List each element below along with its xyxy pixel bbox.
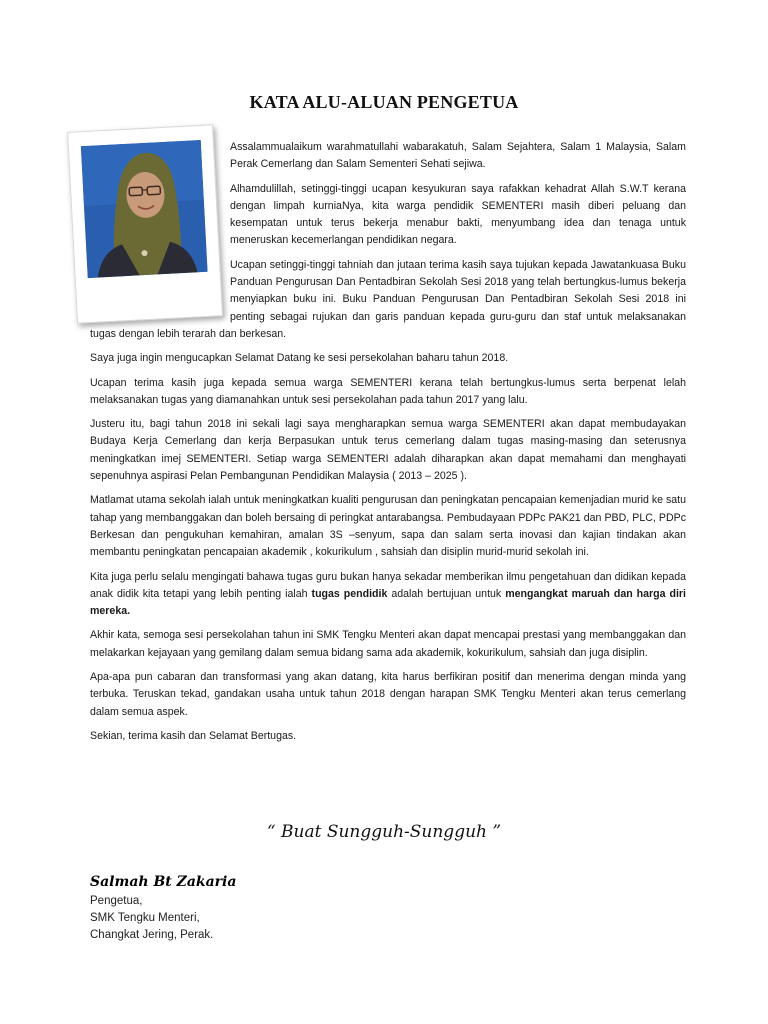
paragraph-farewell: Sekian, terima kasih dan Selamat Bertugas.	[90, 729, 297, 742]
paragraph-teachers-duty-mid: adalah bertujuan untuk	[387, 587, 506, 600]
photo-wrap-spacer	[90, 257, 230, 309]
signature-block	[90, 874, 236, 944]
paragraph-gratitude: Alhamdulillah, setinggi-tinggi ucapan kesyukuran saya rafakkan kehadrat Allah S.W.T kerana dengan limpah kurniaNya, kita warga pendidik SEMENTERI masih diberi peluang dan kesempatan untuk terus bekerja menabur bakti, menyumbang idea dan tenaga untuk meneruskan kecemerlangan pendidikan negara.	[230, 182, 686, 247]
paragraph-challenges: Apa-apa pun cabaran dan transformasi yang akan datang, kita harus berfikiran positif dan menerima dengan minda yang terbuka. Teruskan tekad, gandakan usaha untuk tahun 2018 dengan harapan SMK Tengku Menteri akan terus cemerlang dalam semua aspek.	[90, 671, 686, 718]
letter-body	[90, 139, 686, 752]
signatory-position: Pengetua,	[90, 895, 143, 907]
paragraph-greeting: Assalammualaikum warahmatullahi wabarakatuh, Salam Sejahtera, Salam 1 Malaysia, Salam Perak Cemerlang dan Salam Sementeri Sehati sejiwa.	[230, 141, 686, 171]
paragraph-appreciation	[90, 257, 686, 343]
bold-phrase-1: tugas pendidik	[311, 587, 388, 600]
paragraph-closing: Akhir kata, semoga sesi persekolahan tahun ini SMK Tengku Menteri akan dapat mencapai prestasi yang membanggakan dan melakarkan kejayaan yang gemilang dalam semua bidang sama ada akademik, kokurikulum, sahsiah dan juga disiplin.	[90, 629, 686, 659]
signatory-school: SMK Tengku Menteri,	[90, 912, 200, 924]
paragraph-culture: Justeru itu, bagi tahun 2018 ini sekali lagi saya mengharapkan semua warga SEMENTERI akan dapat membudayakan Budaya Kerja Cemerlang dan kerja Berpasukan untuk terus cemerlang dalam tugas masing-masing dan seterusnya meningkatkan imej SEMENTERI. Setiap warga SEMENTERI adalah diharapkan akan dapat memahami dan menghayati sepenuhnya aspirasi Pelan Pembangunan Pendidikan Malaysia ( 2013 – 2025 ).	[90, 418, 686, 483]
signatory-name: Salmah Bt Zakaria	[90, 874, 237, 890]
paragraph-appreciation-part1: Ucapan setinggi-tinggi tahniah dan jutaan terima kasih saya tujukan kepada Jawatankuasa Buku Panduan Pengurusan Dan Pentadbiran Sekolah Sesi 2018 yang telah bertungkus-lumus bekerja menyiapkan buku ini.	[230, 258, 686, 306]
school-motto: “ Buat Sungguh-Sungguh ”	[266, 822, 502, 842]
bold-phrase-2: mengangkat maruah dan harga diri mereka.	[90, 587, 686, 618]
paragraph-appreciation-part2: Buku Panduan Pengurusan Dan Pentadbiran Sekolah Sesi 2018 ini penting sebagai rujukan dan garis panduan kepada guru-guru dan staf untuk melaksanakan tugas dengan lebih terarah dan berkesan.	[90, 293, 686, 340]
signatory-location: Changkat Jering, Perak.	[90, 929, 214, 941]
paragraph-welcome: Saya juga ingin mengucapkan Selamat Datang ke sesi persekolahan baharu tahun 2018.	[90, 352, 509, 365]
paragraph-thanks: Ucapan terima kasih juga kepada semua warga SEMENTERI kerana telah bertungkus-lumus serta berpenat lelah melaksanakan tugas yang diamanahkan untuk sesi persekolahan pada tahun 2017 yang lalu.	[90, 376, 686, 406]
page-title: KATA ALU-ALUAN PENGETUA	[249, 92, 519, 112]
paragraph-goals: Matlamat utama sekolah ialah untuk meningkatkan kualiti pengurusan dan peningkatan pencapaian kemenjadian murid ke satu tahap yang membanggakan dan boleh bersaing di peringkat antarabangsa. Pembudayaan PDPc PAK21 dan PBD, PLC, PDPc Berkesan dan pengukuhan kemahiran, amalan 3S –senyum, sapa dan salam serta inovasi dan kajian tindakan akan membantu peningkatan pencapaian akademik , kokurikulum , sahsiah dan disiplin murid-murid sekolah ini.	[90, 494, 686, 559]
paragraph-teachers-duty-start: Kita juga perlu selalu mengingati bahawa tugas guru bukan hanya sekadar memberikan ilmu pengetahuan dan didikan kepada anak didik kita tetapi yang lebih penting ialah	[90, 570, 686, 600]
paragraph-teachers-duty	[90, 569, 686, 621]
